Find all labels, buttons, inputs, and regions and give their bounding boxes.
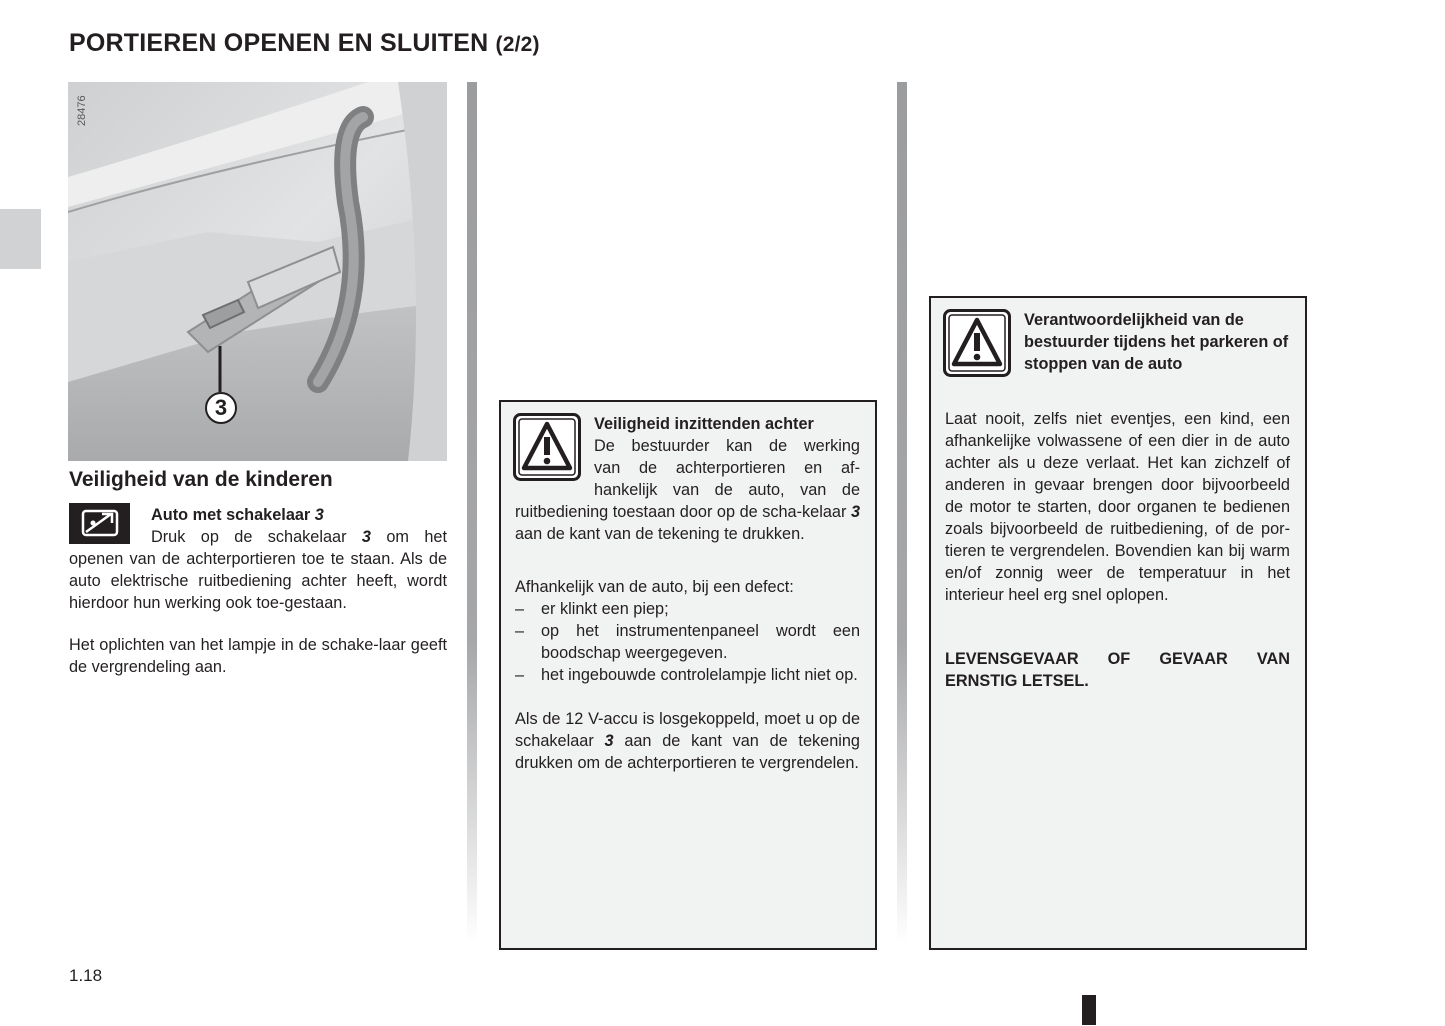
list-dash: – bbox=[515, 622, 525, 640]
switch-line-b: om het bbox=[386, 528, 447, 546]
section-end-mark bbox=[1082, 995, 1096, 1025]
warning-triangle-icon bbox=[513, 413, 581, 481]
intro-rest-ref: 3 bbox=[850, 503, 860, 521]
battery-b: aan de kant van de tekening drukken om de achterportieren te vergrendelen. bbox=[515, 732, 860, 772]
column-divider-left bbox=[467, 82, 477, 944]
page-number: 1.18 bbox=[69, 966, 103, 985]
rear-occupant-intro-rest bbox=[515, 501, 860, 545]
page-title-text: PORTIEREN OPENEN EN SLUITEN bbox=[69, 29, 489, 57]
intro-line: hankelijk van de auto, van de bbox=[594, 481, 860, 499]
battery-paragraph bbox=[515, 708, 860, 774]
rear-occupant-heading: Veiligheid inzittenden achter bbox=[594, 415, 814, 433]
switch-line-ref: 3 bbox=[361, 528, 371, 546]
driver-responsibility-box bbox=[929, 296, 1307, 950]
chapter-side-tab bbox=[0, 209, 41, 269]
list-item-text: het ingebouwde controlelampje licht niet op. bbox=[541, 666, 858, 684]
page-title-suffix: (2/2) bbox=[495, 33, 540, 56]
driver-responsibility-heading: Verantwoordelijkheid van de bestuurder tijdens het parkeren of stoppen van de auto bbox=[1024, 311, 1289, 373]
door-panel-illustration bbox=[68, 82, 447, 461]
list-dash: – bbox=[515, 600, 525, 618]
danger-warning: LEVENSGEVAAR OF GEVAAR VAN ERNSTIG LETSEL. bbox=[945, 650, 1290, 690]
warning-triangle-icon bbox=[943, 309, 1011, 377]
switch-line-a: Druk op de schakelaar bbox=[151, 528, 347, 546]
child-safety-heading: Veiligheid van de kinderen bbox=[69, 468, 333, 491]
list-item-text: op het instrumentenpaneel wordt een boodschap weergegeven. bbox=[541, 622, 860, 662]
figure-number: 28476 bbox=[76, 95, 88, 127]
child-safety-switch-icon bbox=[69, 503, 130, 544]
switch-sub-heading-text: Auto met schakelaar bbox=[151, 506, 311, 524]
switch-sub-heading bbox=[151, 504, 324, 526]
switch-paragraph: openen van de achterportieren toe te staan. Als de auto elektrische ruitbediening achter heeft, wordt hierdoor hun werking ook toe-gestaan. bbox=[69, 550, 447, 612]
page-title bbox=[69, 29, 540, 58]
callout-number: 3 bbox=[205, 392, 237, 424]
defect-intro: Afhankelijk van de auto, bij een defect: bbox=[515, 578, 794, 596]
intro-rest-a: ruitbediening toestaan door op de scha-kelaar bbox=[515, 503, 847, 521]
switch-first-line bbox=[151, 526, 447, 548]
list-item bbox=[515, 664, 860, 686]
intro-line: De bestuurder kan de werking bbox=[594, 437, 860, 455]
intro-rest-b: aan de kant van de tekening te drukken. bbox=[515, 525, 805, 543]
rear-occupant-safety-box bbox=[499, 400, 877, 950]
intro-line: van de achterportieren en af- bbox=[594, 459, 860, 477]
battery-a: Als de 12 V-accu is losgekoppeld, moet u op de schakelaar bbox=[515, 710, 860, 750]
column-divider-right bbox=[897, 82, 907, 944]
list-item-text: er klinkt een piep; bbox=[541, 600, 669, 618]
list-dash: – bbox=[515, 666, 525, 684]
list-item bbox=[515, 598, 860, 620]
list-item bbox=[515, 620, 860, 664]
lamp-paragraph: Het oplichten van het lampje in de schake-laar geeft de vergrendeling aan. bbox=[69, 636, 447, 676]
rear-occupant-intro bbox=[594, 435, 860, 501]
switch-ref: 3 bbox=[314, 506, 324, 524]
defect-list bbox=[515, 598, 860, 686]
driver-responsibility-body: Laat nooit, zelfs niet eventjes, een kind, een afhankelijke volwassene of een dier in de auto achter als u deze verlaat. Het kan zichzelf of anderen in gevaar brengen door bijvoorbeeld de motor te starten, door organen te bedienen zoals bijvoorbeeld de ruitbediening, of de por-tieren te vergrendelen. Bovendien kan bij warm en/of zonnig weer de temperatuur in het interieur heel erg snel oplopen. bbox=[945, 410, 1290, 604]
battery-ref: 3 bbox=[604, 732, 614, 750]
